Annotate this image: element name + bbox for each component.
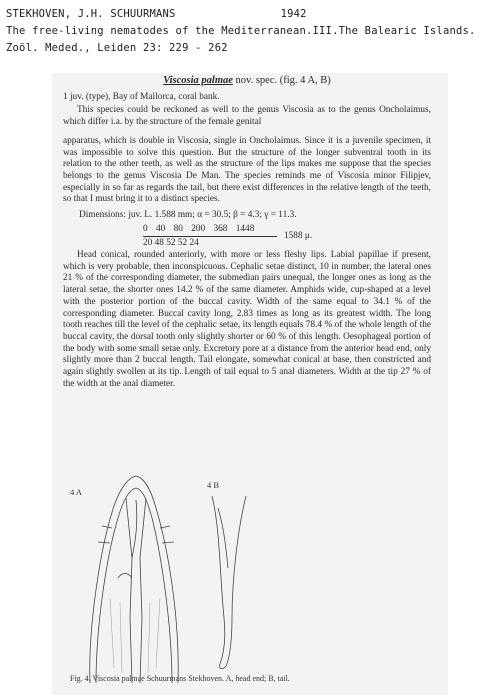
paragraph-3: Head conical, rounded anteriorly, with more or less fleshy lips. Labial papillae if present, which is very probable, then inconspicuous. Cephalic setae distinct, 10 in number, the lateral ones 21 % of the corresponding diameter, the submedian pairs unequal, the longer ones as long as the lateral setae, the shorter ones 14.2 % of the same diameter. Amphids wide, cup-shaped at a level with the posterior portion of the buccal cavity. Width of the same equal to 34.1 % of the corresponding diameter. Buccal cavity long, 2.83 times as long as its greatest width. The long tooth reaches till the level of the cephalic setae, its length equals 78.4 % of the whole length of the buccal cavity, the dorsal tooth only slightly shorter or 60 % of this length. Oesophageal portion of the body with some small setae only. Excretory pore at a distance from the anterior head end, only slightly more than 2 buccal length. Tail elongate, somewhat conical at base, then constricted and again slightly swollen at its tip. Length of tail equal to 5 anal diameters. Width at the tip 27 % of the width at the anal diameter.	[63, 250, 431, 389]
figure-4b-tail	[212, 496, 246, 669]
citation-header	[6, 6, 498, 57]
species-title-rest: nov. spec. (fig. 4 A, B)	[232, 75, 331, 86]
paragraph-2: apparatus, which is double in Viscosia, single in Oncholaimus. Since it is a juvenile specimen, it was impossible to solve this question. But the structure of the longer subventral tooth in its relation to the other teeth, as well as the structure of the lips makes me suppose that the species belongs to the genus Viscosia De Man. The species reminds me of Viscosia minor Filipjev, especially in so far as regards the tail, but there exist differences in the relative length of the teeth, so that I must bring it to a distinct species.	[63, 135, 431, 205]
figure-4a-head-end	[90, 476, 178, 683]
citation-year: 1942	[280, 8, 307, 20]
formula-total: 1588 μ.	[284, 231, 313, 242]
species-heading	[63, 75, 431, 87]
figure-caption: Fig. 4. Viscosia palmae Schuurmans Stekhoven. A, head end; B, tail.	[70, 674, 290, 683]
citation-source: Zoöl. Meded., Leiden 23: 229 - 262	[6, 42, 228, 54]
formula-numerator: 0 40 80 200 368 1448	[143, 224, 255, 235]
article-body	[63, 75, 431, 392]
figure-label-a: 4 A	[70, 487, 83, 497]
figure-4	[52, 468, 448, 683]
citation-line-1	[6, 6, 498, 23]
paragraph-1: This species could be reckoned as well to the genus Viscosia as to the genus Oncholaimus, which differ i.a. by the structure of the female genital	[63, 105, 431, 128]
formula-denominator: 20 48 52 52 24	[143, 238, 199, 249]
citation-title: The free-living nematodes of the Mediterranean.III.The Balearic Islands.	[6, 25, 476, 37]
formula-rule	[143, 236, 277, 237]
figure-label-b: 4 B	[207, 480, 220, 490]
species-title: Viscosia palmae	[163, 75, 233, 86]
citation-authors: STEKHOVEN, J.H. SCHUURMANS	[6, 8, 176, 20]
material-line: 1 juv. (type), Bay of Mallorca, coral bank.	[63, 91, 220, 102]
cobb-formula	[79, 224, 431, 250]
dimensions-line: Dimensions: juv. L. 1.588 mm; α = 30.5; β = 4.3; γ = 11.3.	[79, 210, 297, 221]
